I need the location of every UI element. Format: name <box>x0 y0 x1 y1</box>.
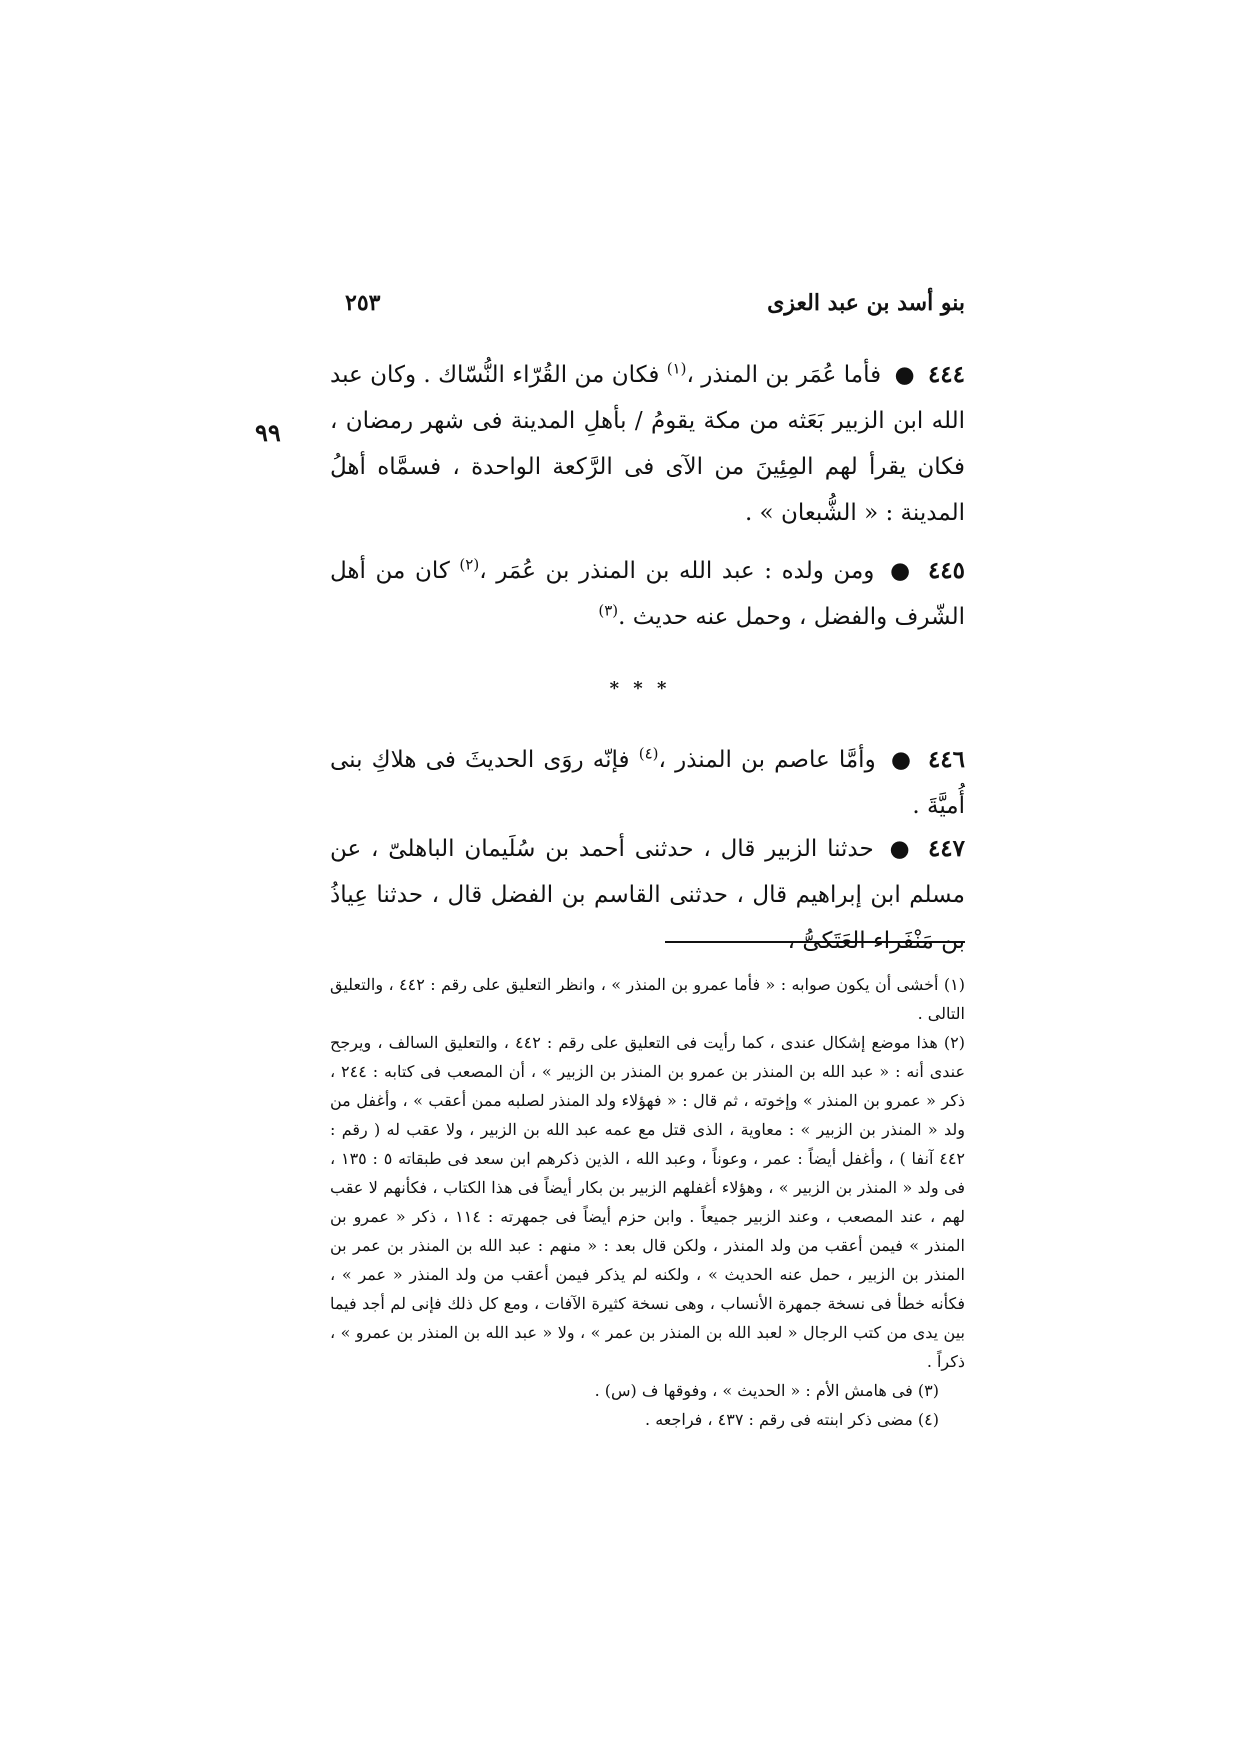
entry-text: وأمَّا عاصم بن المنذر ، <box>658 747 876 773</box>
entry-446 <box>330 737 965 829</box>
footnote-4: (٤) مضى ذكر ابنته فى رقم : ٤٣٧ ، فراجعه . <box>645 1410 939 1429</box>
margin-folio-reference: ٩٩ <box>255 418 281 447</box>
footnote-3: (٣) فى هامش الأم : « الحديث » ، وفوقها ف (س) . <box>594 1381 939 1400</box>
footnote-rule <box>665 941 965 943</box>
entry-text-continued: فإنّه روَى الحديثَ فى هلاكِ بنى أُميَّةَ . <box>330 747 965 819</box>
footnote-marker: (٣) <box>598 601 619 620</box>
page-number: ٢٥٣ <box>345 290 381 316</box>
entry-number: ٤٤٤ <box>927 361 965 388</box>
entry-text-continued: كان من أهل الشّرف والفضل ، وحمل عنه حديث . <box>330 558 965 630</box>
footnote-2: (٢) هذا موضع إشكال عندى ، كما رأيت فى التعليق على رقم : ٤٤٢ ، والتعليق السالف ، ويرجح عندى أنه : « عبد الله بن المنذر بن عمرو بن المنذر بن الزبير » ، أن المصعب فى كتابه : ٢٤٤ ، ذكر « عمرو بن المنذر » وإخوته ، ثم قال : « فهؤلاء ولد المنذر لصلبه ممن أعقب » ، وأغفل من ولد « المنذر بن الزبير » : معاوية ، الذى قتل مع عمه عبد الله بن الزبير ، ولا عقب له ( رقم : ٤٤٢ آنفا ) ، وأغفل أيضاً : عمر ، وعوناً ، وعبد الله ، الذين ذكرهم ابن سعد فى طبقاته ٥ : ١٣٥ ، فى ولد « المنذر بن الزبير » ، وهؤلاء أغفلهم الزبير بن بكار أيضاً فى هذا الكتاب ، فكأنهم لا عقب لهم ، عند المصعب ، وعند الزبير جميعاً . وابن حزم أيضاً فى جمهرته : ١١٤ ، ذكر « عمرو بن المنذر » فيمن أعقب من ولد المنذر ، ولكن قال بعد : « منهم : عبد الله بن المنذر بن عمر بن المنذر بن الزبير ، حمل عنه الحديث » ، ولكنه لم يذكر فيمن أعقب من ولد المنذر « عمر » ، فكأنه خطأ فى نسخة جمهرة الأنساب ، وهى نسخة كثيرة الآفات ، ومع كل ذلك فإنى لم أجد فيما بين يدى من كتب الرجال « لعبد الله بن المنذر بن عمر » ، ولا « عبد الله بن المنذر بن عمرو » ، ذكراً . <box>330 1033 966 1371</box>
entry-text: حدثنا الزبير قال ، حدثنى أحمد بن سُلَيمان الباهلىّ ، عن مسلم ابن إبراهيم قال ، حدثنى القاسم بن الفضل قال ، حدثنا عِياذُ بن مَنْفَراء العَتَكىُّ ، <box>330 836 965 954</box>
chapter-title: بنو أسد بن عبد العزى <box>767 290 965 316</box>
running-head <box>345 290 965 330</box>
section-separator: * * * <box>609 678 671 699</box>
footnote-marker: (٢) <box>459 555 480 574</box>
entry-number: ٤٤٧ <box>927 835 966 862</box>
entry-text: ومن ولده : عبد الله بن المنذر بن عُمَر ، <box>479 558 875 584</box>
entry-text: فأما عُمَر بن المنذر ، <box>686 362 882 388</box>
entry-number: ٤٤٥ <box>927 557 966 584</box>
entry-number: ٤٤٦ <box>927 746 966 773</box>
footnotes <box>330 970 965 1434</box>
entry-bullet: ● <box>889 557 913 584</box>
footnote-1: (١) أخشى أن يكون صوابه : « فأما عمرو بن المنذر » ، وانظر التعليق على رقم : ٤٤٢ ، والتعليق التالى . <box>330 975 965 1023</box>
entry-bullet: ● <box>889 835 913 862</box>
entry-bullet: ● <box>890 746 913 773</box>
entry-bullet: ● <box>894 361 915 388</box>
entry-447 <box>330 826 965 964</box>
footnote-marker: (٤) <box>638 744 659 763</box>
entry-444 <box>330 352 965 536</box>
footnote-marker: (١) <box>666 359 687 378</box>
entry-text-continued: فكان من القُرّاء النُّسّاك . وكان عبد الله ابن الزبير بَعَثه من مكة يقومُ / بأهلِ المدينة فى شهر رمضان ، فكان يقرأ لهم المِئِينَ من الآى فى الرَّكعة الواحدة ، فسمَّاه أهلُ المدينة : « الشُّبعان » . <box>330 362 965 526</box>
entry-445 <box>330 548 965 640</box>
